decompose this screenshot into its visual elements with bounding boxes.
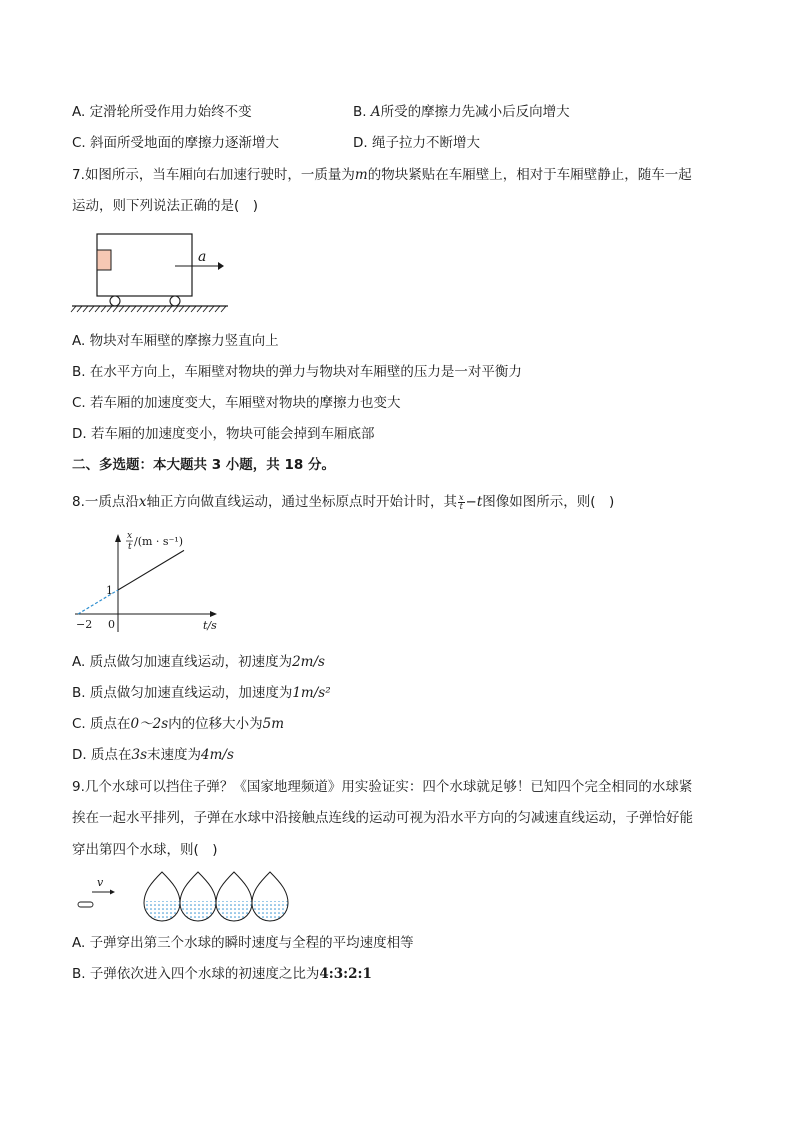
q7-figure-cart (70, 226, 230, 318)
q8-option-d: D. 质点在3s末速度为4m/s (72, 747, 234, 763)
series-line-solid (118, 550, 184, 590)
q7-option-a: A. 物块对车厢壁的摩擦力竖直向上 (72, 333, 279, 349)
q8-option-a: A. 质点做匀加速直线运动，初速度为2m/s (72, 654, 325, 670)
block (97, 250, 111, 270)
q9-stem-line1: 9.几个水球可以挡住子弹？《国家地理频道》用实验证实：四个水球就足够！已知四个完全相同的水球紧 (72, 779, 693, 795)
q6-option-a: A. 定滑轮所受作用力始终不变 (72, 104, 252, 120)
hatch-line (167, 306, 172, 312)
q7-stem-line1: 7.如图所示，当车厢向右加速行驶时，一质量为m的物块紧贴在车厢壁上，相对于车厢壁静止，随车一起 (72, 167, 692, 183)
q7-option-c: C. 若车厢的加速度变大，车厢壁对物块的摩擦力也变大 (72, 395, 401, 411)
q9-option-a: A. 子弹穿出第三个水球的瞬时速度与全程的平均速度相等 (72, 935, 414, 951)
y-label-num: x (127, 531, 133, 541)
wheel-left (110, 296, 120, 306)
x-axis-arrow (210, 611, 217, 617)
hatch-line (71, 306, 76, 312)
q9-option-b: B. 子弹依次进入四个水球的初速度之比为4:3:2:1 (72, 966, 372, 982)
q9-figure-water-balls (70, 868, 285, 926)
q6-option-b: B. A所受的摩擦力先减小后反向增大 (353, 104, 570, 120)
hatch-line (131, 306, 136, 312)
hatch-line (215, 306, 220, 312)
hatch-line (155, 306, 160, 312)
q8-option-b: B. 质点做匀加速直线运动，加速度为1m/s² (72, 685, 331, 701)
hatch-line (119, 306, 124, 312)
q7-option-d: D. 若车厢的加速度变小，物块可能会掉到车厢底部 (72, 426, 375, 442)
hatch-line (203, 306, 208, 312)
hatch-line (221, 306, 226, 312)
y-label-den: t (128, 542, 132, 552)
hatch-line (149, 306, 154, 312)
wheel-right (170, 296, 180, 306)
hatch-line (191, 306, 196, 312)
q8-option-c: C. 质点在0～2s内的位移大小为5m (72, 716, 285, 732)
arrow-head (218, 262, 224, 270)
hatch-line (77, 306, 82, 312)
origin-label: 0 (108, 618, 115, 631)
water-fill (252, 872, 288, 921)
q9-stem-line2: 挨在一起水平排列，子弹在水球中沿接触点连线的运动可视为沿水平方向的匀减速直线运动，子弹恰好能 (72, 810, 693, 826)
q6-option-d: D. 绳子拉力不断增大 (353, 135, 480, 151)
x-axis-label: t/s (203, 619, 217, 632)
q8-stem: 8.一质点沿x轴正方向做直线运动，通过坐标原点时开始计时，其 $\frac{x}{t}$ −t图像如图所示，则( ) (72, 492, 615, 511)
water-fill (216, 872, 252, 921)
x-tick-label: −2 (76, 618, 93, 631)
bullet (78, 902, 93, 907)
water-fill (144, 872, 180, 921)
hatch-line (113, 306, 118, 312)
section-heading-multiple-choice: 二、多选题：本大题共 3 小题，共 18 分。 (72, 457, 335, 473)
hatch-line (107, 306, 112, 312)
q9-stem-line3: 穿出第四个水球，则( ) (72, 842, 218, 858)
hatch-line (209, 306, 214, 312)
y-label-unit: /(m · s⁻¹) (134, 535, 184, 548)
hatch-line (83, 306, 88, 312)
hatch-line (89, 306, 94, 312)
acceleration-label: a (198, 249, 207, 265)
hatch-line (173, 306, 178, 312)
q6-option-c: C. 斜面所受地面的摩擦力逐渐增大 (72, 135, 280, 151)
hatch-line (101, 306, 106, 312)
q8-fraction: $\frac{x}{t}$ (459, 492, 464, 511)
water-fill (180, 872, 216, 921)
velocity-label: v (97, 876, 104, 889)
hatch-line (179, 306, 184, 312)
y-axis-arrow (115, 534, 121, 542)
hatch-line (185, 306, 190, 312)
hatch-line (197, 306, 202, 312)
hatch-line (137, 306, 142, 312)
hatch-line (125, 306, 130, 312)
hatch-line (143, 306, 148, 312)
q8-xt-t-graph (70, 528, 230, 640)
q7-stem-line2: 运动，则下列说法正确的是( ) (72, 198, 259, 214)
hatch-line (95, 306, 100, 312)
y-tick-label: 1 (106, 584, 113, 597)
ground-hatch (71, 306, 226, 312)
hatch-line (161, 306, 166, 312)
q7-option-b: B. 在水平方向上，车厢壁对物块的弹力与物块对车厢壁的压力是一对平衡力 (72, 364, 522, 380)
